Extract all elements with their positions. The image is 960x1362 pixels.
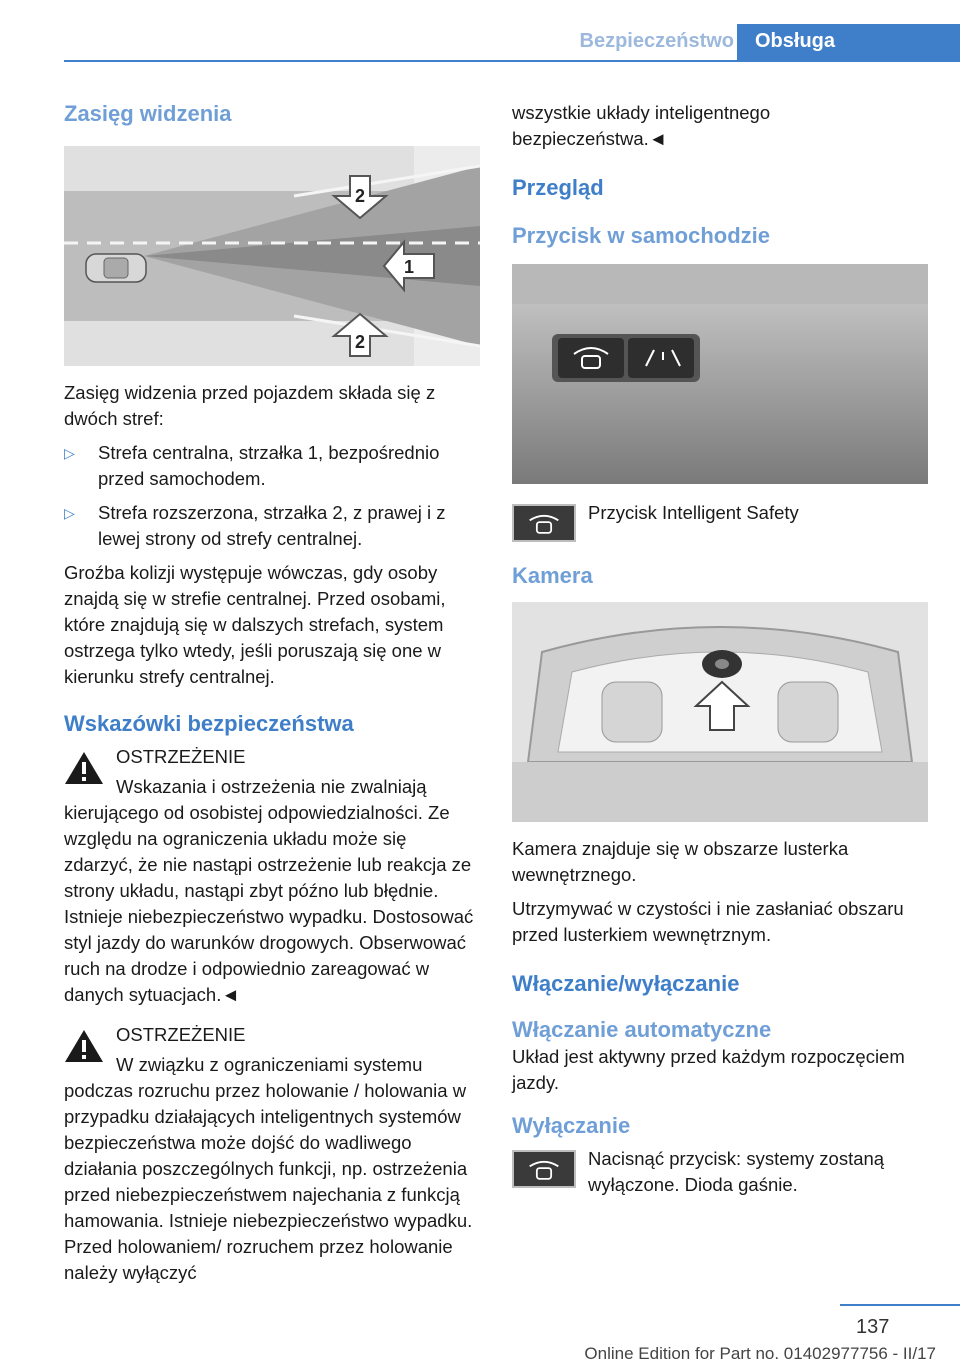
button-panel-illustration (512, 264, 928, 484)
warning-text: Wskazania i ostrzeżenia nie zwalniają kierującego od osobistej odpowiedzialności. Ze względu na ograniczenia układu może się zdarzyć, że nie nastąpi ostrzeżenie lub reakcja ze strony układu, nastąpi zbyt późno lub błędnie. Istnieje niebezpieczeństwo wypadku. Dostosować styl jazdy do warunków drogowych. Obserwować ruch na drodze i odpowiednio zareagować w danych sytuacjach.◄ (64, 776, 474, 1005)
auto-on-heading: Włączanie automatyczne (512, 1017, 772, 1042)
list-item: ▷ Strefa rozszerzona, strzałka 2, z prawej i z lewej strony od strefy centralnej. (64, 502, 446, 549)
header-chapter-tab: Obsługa (737, 24, 960, 62)
switch-off-text: Nacisnąć przycisk: systemy zostaną wyłączone. Dioda gaśnie. (588, 1148, 885, 1195)
edition-footer: Online Edition for Part no. 01402977756 - II/17 (584, 1344, 936, 1362)
collision-paragraph: Groźba kolizji występuje wówczas, gdy osoby znajdą się w strefie centralnej. Przed osobami, które znajdują się w dalszych strefach, system ostrzega tylko wtedy, jeśli poruszają się one w kierunku strefy centralnej. (64, 562, 446, 687)
switch-off-instruction (512, 1146, 928, 1198)
intelligent-safety-button-icon (558, 338, 624, 378)
button-photo (512, 264, 928, 484)
list-item: ▷ Strefa centralna, strzałka 1, bezpośrednio przed samochodem. (64, 442, 440, 489)
header-section-title: Bezpieczeństwo (579, 30, 734, 52)
auto-on-text: Układ jest aktywny przed każdym rozpoczęciem jazdy. (512, 1046, 905, 1093)
right-column (512, 100, 928, 1206)
bullet-triangle-icon: ▷ (64, 445, 75, 461)
bullet-triangle-icon: ▷ (64, 505, 75, 521)
camera-photo (512, 602, 928, 822)
intelligent-safety-button-icon[interactable] (512, 504, 576, 542)
switch-off-heading: Wyłączanie (512, 1113, 631, 1138)
warning-block-1 (64, 744, 480, 1008)
camera-heading: Kamera (512, 563, 593, 588)
safety-notes-heading: Wskazówki bezpieczeństwa (64, 711, 354, 736)
car-icon (86, 254, 146, 282)
intelligent-safety-legend (512, 500, 928, 540)
arrow-label-2-top: 2 (354, 186, 366, 206)
intelligent-safety-button-icon[interactable] (512, 1150, 576, 1188)
camera-paragraph-2: Utrzymywać w czystości i nie zasłaniać obszaru przed lusterkiem wewnętrznym. (512, 898, 904, 945)
camera-paragraph-1: Kamera znajduje się w obszarze lusterka wewnętrznego. (512, 838, 849, 885)
page-number: 137 (856, 1316, 890, 1338)
continued-text: wszystkie układy inteligentnego bezpieczeństwa.◄ (512, 102, 771, 149)
warning-triangle-icon (64, 750, 104, 786)
detection-zones-figure (64, 146, 480, 366)
warning-triangle-icon (64, 1028, 104, 1064)
arrow-label-2-bottom: 2 (354, 332, 366, 352)
header-rule (64, 60, 960, 62)
overview-heading: Przegląd (512, 175, 604, 200)
section-title-visibility: Zasięg widzenia (64, 101, 232, 126)
button-in-car-heading: Przycisk w samochodzie (512, 223, 770, 248)
on-off-heading: Włączanie/wyłączanie (512, 971, 740, 996)
warning-title: OSTRZEŻENIE (116, 746, 246, 767)
arrow-label-1: 1 (403, 257, 415, 277)
lane-assist-button-icon (628, 338, 694, 378)
warning-text: W związku z ograniczeniami systemu podczas rozruchu przez holowanie / holowania w przypadku działających inteligentnych systemów bezpieczeństwa może dojść do wadliwego działania poszczególnych funkcji, np. ostrzeżenia przed niebezpieczeństwem najechania z funkcją hamowania. Istnieje niebezpieczeństwo wypadku. Przed holowaniem/ rozruchem przez holowanie należy wyłączyć (64, 1054, 473, 1283)
intro-paragraph: Zasięg widzenia przed pojazdem składa się z dwóch stref: (64, 382, 436, 429)
footer-rule (840, 1304, 960, 1306)
camera-location-illustration (512, 602, 928, 822)
detection-zones-illustration (64, 146, 480, 366)
warning-block-2 (64, 1022, 480, 1286)
button-caption: Przycisk Intelligent Safety (588, 502, 799, 523)
zones-list (64, 440, 480, 552)
left-column (64, 100, 480, 1294)
warning-title: OSTRZEŻENIE (116, 1024, 246, 1045)
